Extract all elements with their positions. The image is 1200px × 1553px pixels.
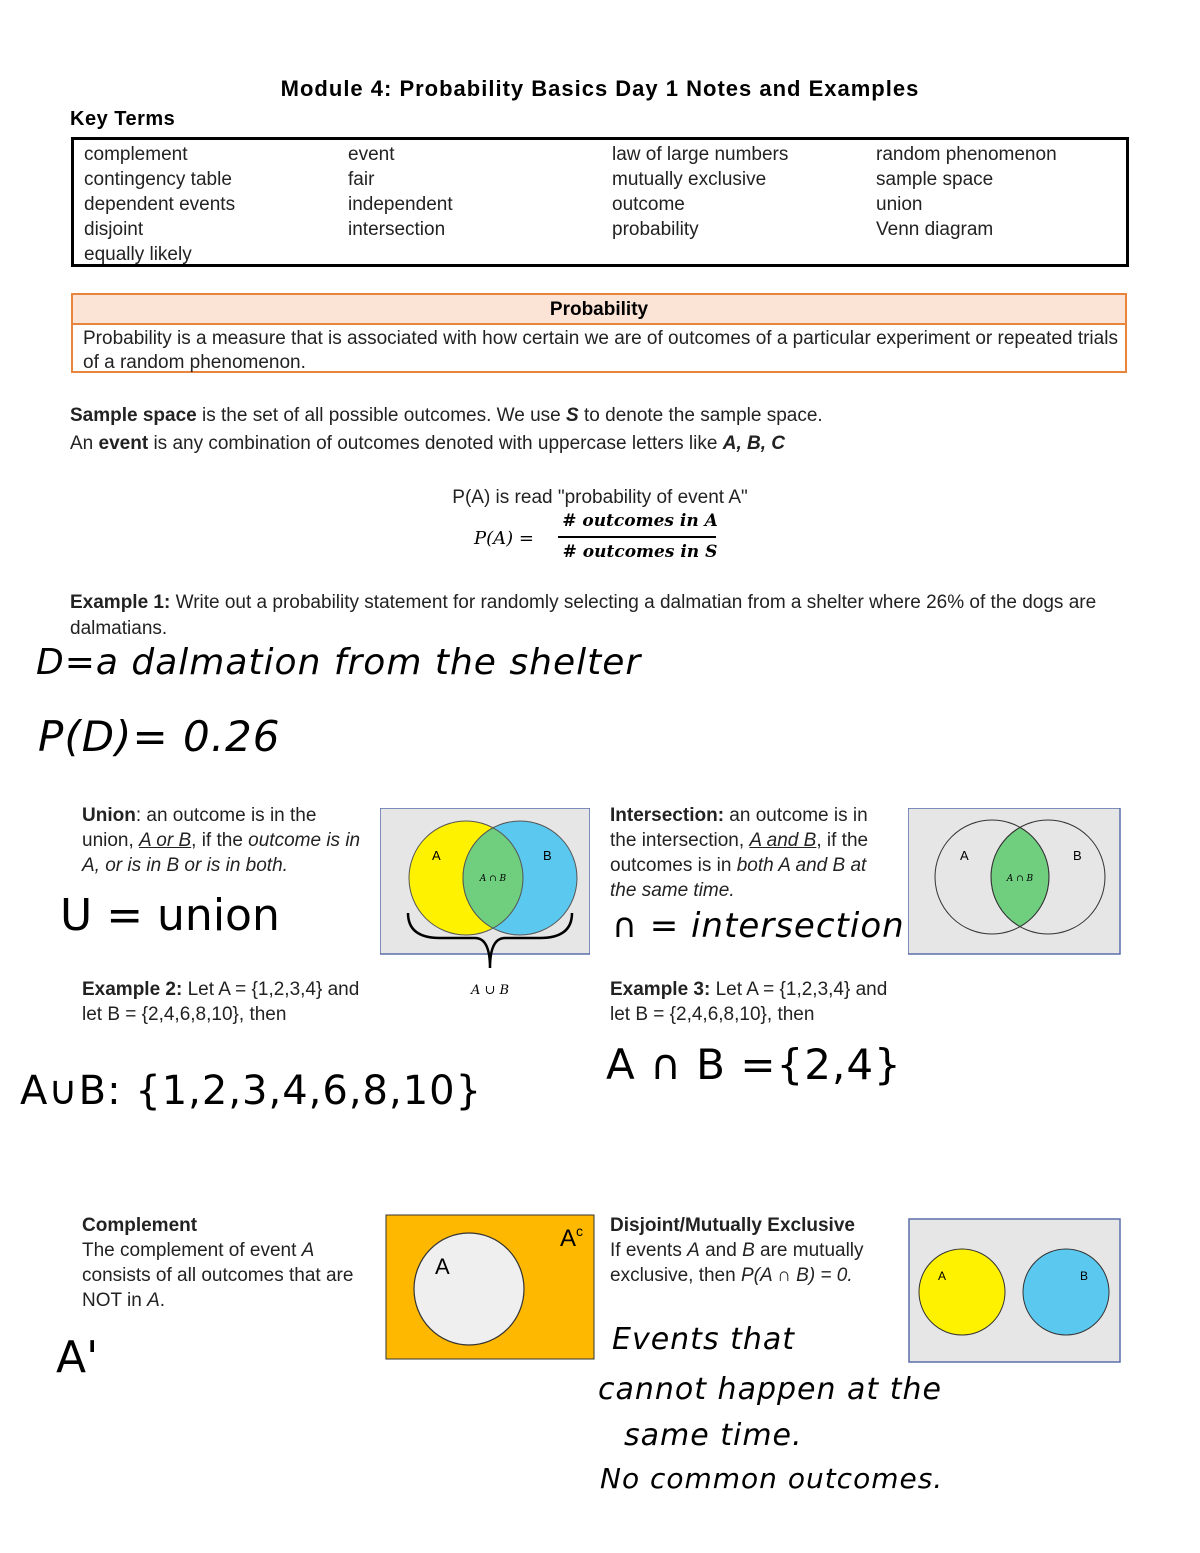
circle-b	[1023, 1249, 1109, 1335]
text: A	[687, 1240, 700, 1261]
handwritten-note-line-2: cannot happen at the	[598, 1372, 942, 1407]
text: outcome is in A, or is in B or is in both.	[82, 830, 361, 876]
label-b: B	[1073, 848, 1082, 863]
handwritten-union-answer: A∪B: {1,2,3,4,6,8,10}	[20, 1068, 483, 1114]
handwritten-intersection-answer: A ∩ B ={2,4}	[606, 1040, 902, 1089]
event-definition	[70, 433, 785, 455]
example-3-label: Example 3:	[610, 979, 711, 1000]
probability-definition: Probability is a measure that is associated with how certain we are of outcomes of a particular experiment or repeated trials of a random phenomenon.	[83, 328, 1118, 373]
formula-caption: P(A) is read "probability of event A"	[452, 487, 748, 508]
text: Let A = {1,2,3,4} and let B = {2,4,6,8,10}, then	[82, 979, 360, 1025]
label-a: A	[435, 1254, 450, 1279]
text: both A and B at the same time.	[610, 855, 867, 901]
union-definition	[82, 803, 367, 878]
complement-venn-diagram	[385, 1214, 595, 1360]
handwritten-note-line-3: same time.	[624, 1418, 803, 1453]
text: The complement of event	[82, 1240, 302, 1261]
page-title: Module 4: Probability Basics Day 1 Notes and Examples	[280, 76, 920, 101]
label-intersection: A ∩ B	[479, 874, 507, 884]
example-2-label: Example 2:	[82, 979, 183, 1000]
text: A	[301, 1240, 315, 1261]
text: P(A ∩ B) = 0.	[740, 1265, 853, 1286]
symbol-s: S	[566, 405, 579, 426]
complement-superscript: c	[576, 1223, 584, 1239]
text: , if the outcomes is in	[610, 830, 869, 876]
text: Write out a probability statement for randomly selecting a dalmatian from a shelter where 26% of the dogs are dalmatians.	[70, 592, 1097, 639]
term: mutually exclusive	[612, 169, 767, 190]
terms-column-1	[84, 142, 235, 267]
handwritten-note-line-1: Events that	[612, 1322, 796, 1357]
handwritten-complement-notation: A'	[56, 1332, 99, 1383]
a-or-b: A or B	[139, 830, 192, 851]
handwritten-intersection-symbol: ∩ = intersection	[612, 906, 905, 946]
term: probability	[612, 219, 699, 240]
term: sample space	[876, 169, 994, 190]
complement-definition	[82, 1213, 372, 1313]
term: event	[348, 144, 395, 165]
terms-column-3	[612, 142, 788, 242]
formula-numerator: # outcomes in A	[562, 511, 718, 531]
fraction-bar	[558, 536, 716, 538]
complement-letter: A	[560, 1225, 577, 1252]
label-intersection: A ∩ B	[1006, 874, 1034, 884]
label-b: B	[1080, 1269, 1089, 1283]
text: An	[70, 433, 99, 454]
example-2-prompt	[82, 977, 367, 1027]
text: is the set of all possible outcomes. We use	[196, 405, 567, 426]
union-term: Union	[82, 805, 136, 826]
event-letters: A, B, C	[722, 433, 785, 454]
label-union: A ∪ B	[470, 983, 510, 998]
intersection-term: Intersection:	[610, 805, 725, 826]
term: outcome	[612, 194, 685, 215]
disjoint-definition	[610, 1213, 900, 1288]
text: : an outcome is in the union,	[82, 805, 317, 851]
text: to denote the sample space.	[578, 405, 823, 426]
term: union	[876, 194, 923, 215]
probability-definition-box	[71, 293, 1127, 373]
terms-column-2	[348, 142, 453, 242]
text: , if the	[191, 830, 249, 851]
terms-column-4	[876, 142, 1057, 242]
term: equally likely	[84, 244, 192, 265]
text: is any combination of outcomes denoted with uppercase letters like	[148, 433, 723, 454]
formula-lhs: P(A) =	[474, 528, 534, 549]
text: .	[159, 1290, 166, 1311]
complement-term: Complement	[82, 1215, 198, 1236]
term: random phenomenon	[876, 144, 1057, 165]
formula-denominator: # outcomes in S	[562, 542, 718, 562]
label-a: A	[432, 848, 441, 863]
handwritten-event-definition: D=a dalmation from the shelter	[36, 642, 642, 683]
text: and	[699, 1240, 743, 1261]
intersection-venn-diagram	[908, 808, 1122, 956]
event-term: event	[98, 433, 149, 454]
term: disjoint	[84, 219, 144, 240]
term: contingency table	[84, 169, 232, 190]
disjoint-term: Disjoint/Mutually Exclusive	[610, 1215, 855, 1236]
example-3-prompt	[610, 977, 900, 1027]
key-terms-box	[71, 137, 1129, 267]
text: are mutually exclusive, then	[610, 1240, 864, 1286]
text: If events	[610, 1240, 688, 1261]
text: B	[742, 1240, 755, 1261]
term: law of large numbers	[612, 144, 789, 165]
text: an outcome is in the intersection,	[610, 805, 868, 851]
handwritten-union-symbol: U = union	[60, 890, 280, 941]
circle-a	[919, 1249, 1005, 1335]
circle-a	[414, 1233, 524, 1345]
disjoint-venn-diagram	[908, 1218, 1122, 1364]
a-and-b: A and B	[749, 830, 817, 851]
text: A	[147, 1290, 160, 1311]
union-venn-diagram	[380, 808, 590, 1004]
handwritten-probability: P(D)= 0.26	[38, 712, 281, 761]
probability-heading: Probability	[73, 295, 1125, 325]
sample-space-definition	[70, 405, 823, 427]
example-1-label: Example 1:	[70, 592, 171, 613]
term: independent	[348, 194, 453, 215]
label-b: B	[543, 848, 552, 863]
term: complement	[84, 144, 188, 165]
text: consists of all outcomes that are NOT in	[82, 1265, 354, 1311]
term: Venn diagram	[876, 219, 994, 240]
term: fair	[348, 169, 375, 190]
key-terms-label: Key Terms	[70, 108, 176, 130]
term: intersection	[348, 219, 446, 240]
text: Let A = {1,2,3,4} and let B = {2,4,6,8,10}, then	[610, 979, 888, 1025]
sample-space-term: Sample space	[70, 405, 197, 426]
label-a: A	[960, 848, 969, 863]
example-1-prompt	[70, 590, 1130, 642]
term: dependent events	[84, 194, 236, 215]
label-a: A	[938, 1269, 947, 1283]
handwritten-note-line-4: No common outcomes.	[600, 1462, 944, 1495]
intersection-definition	[610, 803, 895, 903]
